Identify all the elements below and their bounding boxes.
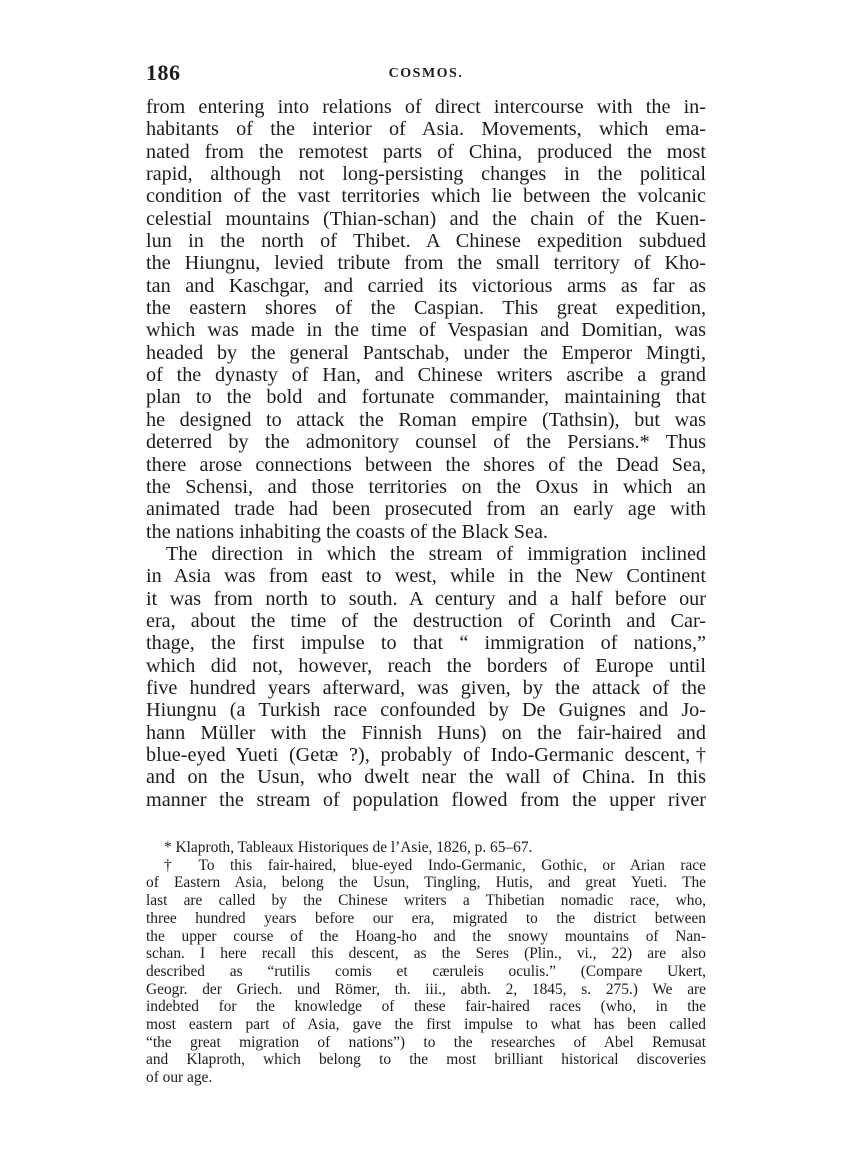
footnote-line: of our age. [146, 1069, 213, 1087]
body-line: hann Müller with the Finnish Huns) on the fair-haired and [146, 721, 706, 744]
body-line: which did not, however, reach the borders of Europe until [146, 654, 706, 677]
body-line: thage, the first impulse to that “ immigration of nations,” [146, 632, 706, 655]
body-line: of the dynasty of Han, and Chinese writers ascribe a grand [146, 364, 706, 387]
body-line: from entering into relations of direct intercourse with the in- [146, 96, 706, 118]
body-line: tan and Kaschgar, and carried its victorious arms as far as [146, 274, 706, 297]
footnote-line: † To this fair-haired, blue-eyed Indo-Germanic, Gothic, or Arian race [164, 856, 706, 874]
body-line: The direction in which the stream of immigration inclined [166, 542, 706, 565]
body-line: headed by the general Pantschab, under the Emperor Mingti, [146, 341, 706, 364]
body-line: which was made in the time of Vespasian and Domitian, was [146, 319, 706, 342]
body-line: it was from north to south. A century and a half before our [146, 587, 706, 610]
body-line: blue-eyed Yueti (Getæ ?), probably of Indo-Germanic descent,† [146, 743, 706, 766]
body-line: manner the stream of population flowed from the upper river [146, 788, 706, 811]
footnote-line: “the great migration of nations”) to the researches of Abel Remusat [146, 1033, 706, 1051]
page-number: 186 [146, 60, 181, 85]
footnote-line: schan. I here recall this descent, as the Seres (Plin., vi., 22) are also [146, 945, 706, 963]
body-line: he designed to attack the Roman empire (Tathsin), but was [146, 408, 706, 431]
footnote-line: and Klaproth, which belong to the most brilliant historical discoveries [146, 1051, 706, 1069]
body-line: and on the Usun, who dwelt near the wall of China. In this [146, 766, 706, 789]
running-head [146, 58, 706, 88]
body-line: five hundred years afterward, was given, by the attack of the [146, 676, 706, 699]
footnote-line: last are called by the Chinese writers a Thibetian nomadic race, who, [146, 892, 706, 910]
body-line: Hiungnu (a Turkish race confounded by De Guignes and Jo- [146, 699, 706, 722]
body-line: in Asia was from east to west, while in the New Continent [146, 565, 706, 588]
body-line: animated trade had been prosecuted from an early age with [146, 498, 706, 521]
body-line: the Schensi, and those territories on the Oxus in which an [146, 475, 706, 498]
body-line: era, about the time of the destruction of Corinth and Car- [146, 609, 706, 632]
footnote-line: indebted for the knowledge of these fair-haired races (who, in the [146, 998, 706, 1016]
body-line: the eastern shores of the Caspian. This great expedition, [146, 297, 706, 320]
book-page [146, 58, 706, 1087]
body-line: there arose connections between the shores of the Dead Sea, [146, 453, 706, 476]
body-line: nated from the remotest parts of China, produced the most [146, 140, 706, 163]
footnote-line: of Eastern Asia, belong the Usun, Tingling, Hutis, and great Yueti. The [146, 874, 706, 892]
footnote-line: * Klaproth, Tableaux Historiques de l’Asie, 1826, p. 65–67. [164, 839, 533, 856]
body-line: celestial mountains (Thian-schan) and the chain of the Kuen- [146, 207, 706, 230]
body-line: deterred by the admonitory counsel of the Persians.* Thus [146, 431, 706, 454]
footnote-line: the upper course of the Hoang-ho and the snowy mountains of Nan- [146, 927, 706, 945]
body-text [146, 96, 706, 811]
footnote-line: described as “rutilis comis et cæruleis oculis.” (Compare Ukert, [146, 962, 706, 980]
footnotes [146, 839, 706, 1087]
body-line: condition of the vast territories which lie between the volcanic [146, 185, 706, 208]
running-title: COSMOS. [388, 66, 464, 81]
body-line: the nations inhabiting the coasts of the Black Sea. [146, 520, 548, 543]
footnote-line: most eastern part of Asia, gave the first impulse to what has been called [146, 1016, 706, 1034]
body-line: lun in the north of Thibet. A Chinese expedition subdued [146, 230, 706, 253]
body-line: habitants of the interior of Asia. Movements, which ema- [146, 118, 706, 141]
body-line: rapid, although not long-persisting changes in the political [146, 163, 706, 186]
footnote-line: Geogr. der Griech. und Römer, th. iii., abth. 2, 1845, s. 275.) We are [146, 980, 706, 998]
body-line: plan to the bold and fortunate commander, maintaining that [146, 386, 706, 409]
body-line: the Hiungnu, levied tribute from the small territory of Kho- [146, 252, 706, 275]
footnote-line: three hundred years before our era, migrated to the district between [146, 909, 706, 927]
